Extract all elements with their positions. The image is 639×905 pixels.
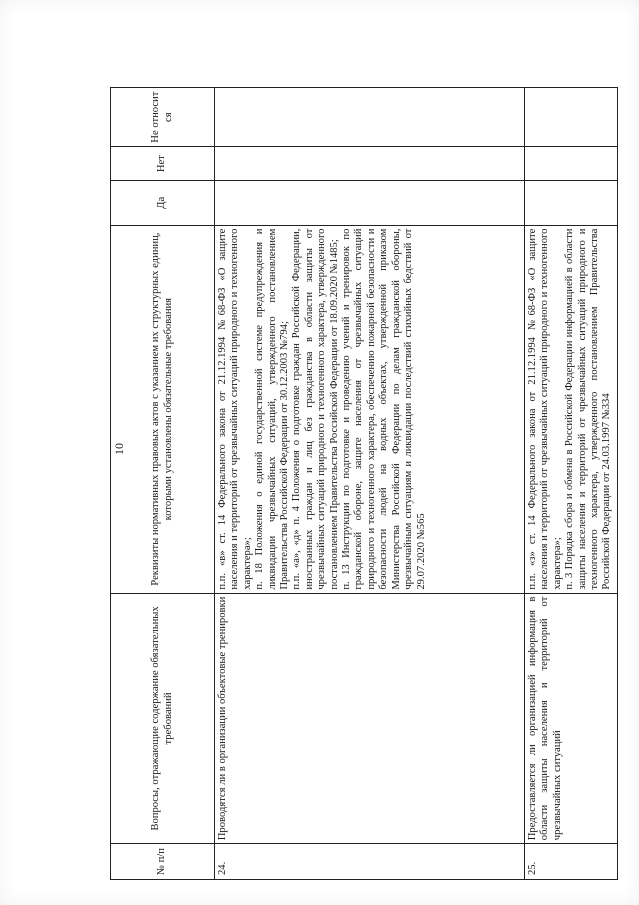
table-row — [525, 88, 618, 880]
requisite-item: п. 18 Положения о единой государственной системе предупреждения и ликвидации чрезвычайных ситуаций, утвержденного постановлением Правительства Российской Федерации от 30.12.2003 №794; — [254, 228, 291, 590]
requisite-item: п.п. «а», «д» п. 4 Положения о подготовке граждан Российской Федерации, иностранных граждан и лиц без гражданства в области защиты от чрезвычайных ситуаций природного и техногенного характера, утвержденного постановлением Правительства Российской Федерации от 18.09.2020 №1485; — [291, 228, 340, 590]
row-num: 24. — [215, 844, 525, 880]
header-num: № п/п — [111, 844, 215, 880]
row-no-cell[interactable] — [525, 147, 618, 181]
rotated-table-container — [110, 87, 618, 880]
requisite-item: п. 13 Инструкции по подготовке и проведению учений и тренировок по гражданской обороне, защите населения от чрезвычайных ситуаций природного и техногенного характера, обеспечению пожарной безопасности и безопасности людей на водных объектах, утвержденной приказом Министерства Российской Федерации по делам гражданской обороны, чрезвычайным ситуациям и ликвидации последствий стихийных бедствий от 29.07.2020 №565 — [341, 228, 427, 590]
table-row — [215, 88, 525, 880]
requisite-item: п.п. «з» ст. 14 Федерального закона от 21.12.1994 №68-ФЗ «О защите населения и территорий от чрезвычайных ситуаций природного и техногенного характера»; — [527, 228, 563, 590]
row-requisites — [215, 225, 525, 593]
requirements-table — [110, 87, 618, 880]
header-no: Нет — [111, 147, 215, 181]
row-question: Проводятся ли в организации объектовые тренировки — [215, 593, 525, 844]
row-yes-cell[interactable] — [525, 180, 618, 225]
page-number: 10 — [112, 443, 126, 455]
row-yes-cell[interactable] — [215, 180, 525, 225]
row-na-cell[interactable] — [525, 88, 618, 147]
requisite-item: п.п. «в» ст. 14 Федерального закона от 21.12.1994 №68-ФЗ «О защите населения и территорий от чрезвычайных ситуаций природного и техногенного характера»; — [217, 228, 253, 590]
header-na: Не относит ся — [111, 88, 215, 147]
row-num: 25. — [525, 844, 618, 880]
requisite-item: п. 3 Порядка сбора и обмена в Российской Федерации информацией в области защиты населения и территорий от чрезвычайных ситуаций природного и техногенного характера, утвержденного постановлением Правительства Российской Федерации от 24.03.1997 №334 — [564, 228, 613, 590]
row-question: Предоставляется ли организацией информация в области защиты населения и территорий от чрезвычайных ситуаций — [525, 593, 618, 844]
table-header-row — [111, 88, 215, 880]
row-requisites — [525, 225, 618, 593]
header-yes: Да — [111, 180, 215, 225]
header-question: Вопросы, отражающие содержание обязательных требований — [111, 593, 215, 844]
row-no-cell[interactable] — [215, 147, 525, 181]
row-na-cell[interactable] — [215, 88, 525, 147]
header-requisites: Реквизиты нормативных правовых актов с указанием их структурных единиц, которыми установлены обязательные требования — [111, 225, 215, 593]
